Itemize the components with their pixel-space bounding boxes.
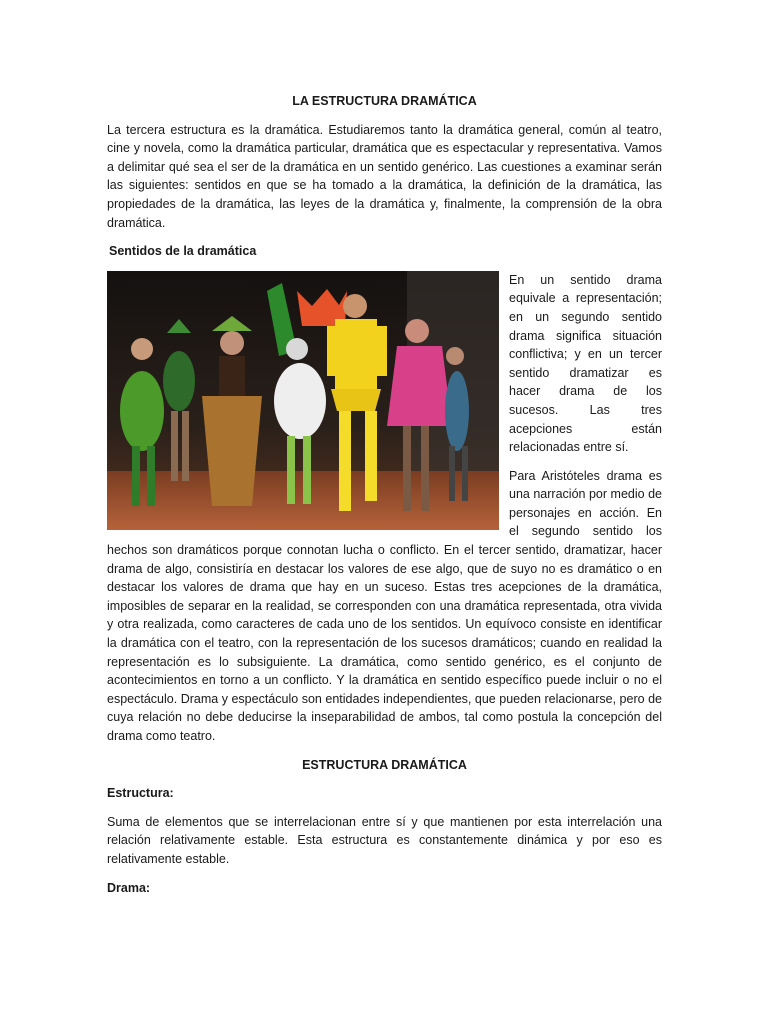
section-heading-sentidos: Sentidos de la dramática: [109, 244, 257, 259]
document-body: [107, 92, 662, 907]
estructura-label: Estructura:: [107, 786, 174, 801]
drama-label: Drama:: [107, 880, 151, 895]
float-paragraph-2: Para Aristóteles drama es una narración por medio de personajes en acción. En el segundo sentido los hechos son dramáticos porque connotan lucha o conflicto. En el tercer sentido, dramatizar, hacer drama de algo, consistiría en destacar los valores de ese algo, que de suyo no es dramático o en destacar los valores de drama que hay en un suceso. Estas tres acepciones de la dramática, imposibles de separar en la realidad, se corresponden con una dramática representada, otra vivida y otra realizada, como caracteres de cada uno de los sentidos. Un equívoco consiste en identificar la dramática con el teatro, con la representación de los sucesos dramáticos; cuando en realidad la representación es lo subsiguiente. La dramática, como sentido genérico, es el conjunto de acontecimientos en torno a un conflicto. Y la dramática en sentido específico puede incluir o no el espectáculo. Drama y espectáculo son entidades independientes, que pueden relacionarse, pero de cuya relación no debe deducirse la inseparabilidad de ambos, tal como postula la concepción del drama como teatro.: [107, 468, 662, 743]
theater-photo: [107, 271, 499, 530]
intro-paragraph: La tercera estructura es la dramática. Estudiaremos tanto la dramática general, común al teatro, cine y novela, como la dramática particular, dramática que es espectacular y representativa. Vamos a delimitar qué sea el ser de la dramática en un sentido genérico. Las cuestiones a examinar serán las siguientes: sentidos en que se ha tomado a la dramática, la definición de la dramática, las propiedades de la dramática, las leyes de la dramática y, finalmente, la comprensión de la obra dramática.: [107, 122, 662, 230]
float-paragraph-1: En un sentido drama equivale a representación; en un segundo sentido drama significa situación conflictiva; y en un tercer sentido dramatizar es hacer drama de los sucesos. Las tres acepciones están relacionadas entre sí.: [509, 272, 662, 455]
document-title: LA ESTRUCTURA DRAMÁTICA: [292, 94, 477, 108]
estructura-paragraph: Suma de elementos que se interrelacionan entre sí y que mantienen por esta interrelación una relación relativamente estable. Esta estructura es constantemente dinámica y por eso es relativamente estable.: [107, 814, 662, 866]
section-title-estructura: ESTRUCTURA DRAMÁTICA: [302, 757, 467, 772]
